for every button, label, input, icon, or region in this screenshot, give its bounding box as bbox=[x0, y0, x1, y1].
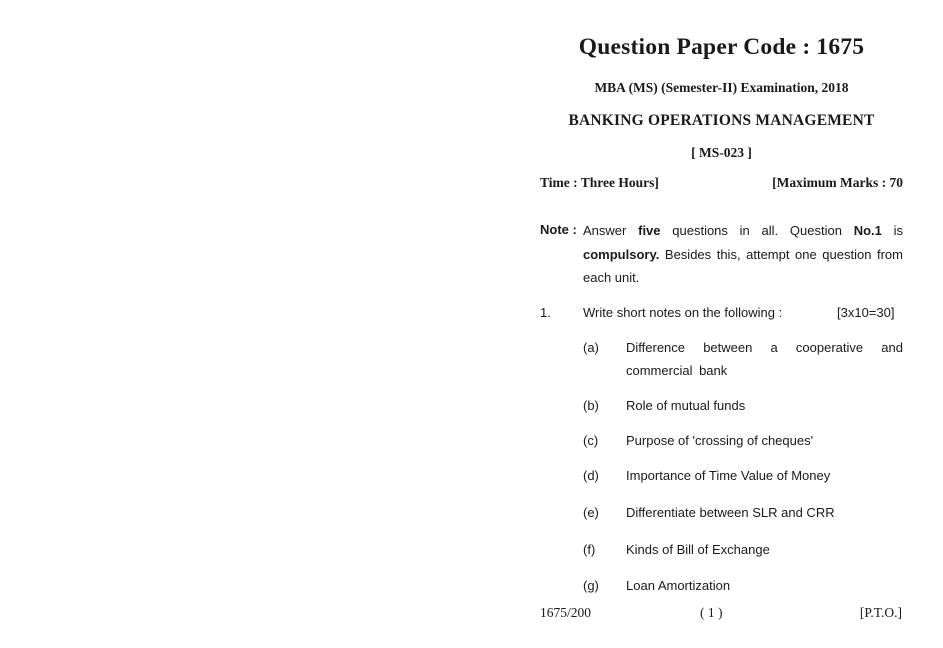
sub-question-text: Kinds of Bill of Exchange bbox=[626, 542, 770, 557]
sub-question-text: Purpose of 'crossing of cheques' bbox=[626, 433, 814, 448]
maximum-marks: [Maximum Marks : 70 bbox=[772, 175, 903, 190]
sub-question-letter: (e) bbox=[583, 505, 599, 520]
sub-question-text: Importance of Time Value of Money bbox=[626, 468, 831, 483]
note-emphasis-question-number: No.1 bbox=[853, 223, 882, 238]
subject-title: BANKING OPERATIONS MANAGEMENT bbox=[568, 112, 875, 129]
note-text-part: questions in all. Question bbox=[660, 223, 854, 238]
sub-question-text: Differentiate between SLR and CRR bbox=[626, 505, 835, 520]
sub-question-letter: (b) bbox=[583, 398, 599, 413]
time-allowed: Time : Three Hours] bbox=[540, 175, 659, 190]
sub-question-letter: (d) bbox=[583, 468, 599, 483]
question-text: Write short notes on the following : bbox=[583, 305, 783, 320]
sub-question-letter: (f) bbox=[583, 542, 596, 557]
note-text-part: Besides this, attempt one question from each unit. bbox=[583, 246, 903, 285]
sub-question-text: Difference between a cooperative and commercial bank bbox=[626, 340, 903, 378]
sub-question-letter: (c) bbox=[583, 433, 599, 448]
sub-question-letter: (a) bbox=[583, 340, 599, 355]
note-text bbox=[583, 219, 903, 290]
note-text-part: Answer bbox=[583, 223, 639, 238]
please-turn-over: [P.T.O.] bbox=[859, 605, 902, 620]
course-code: [ MS-023 ] bbox=[691, 145, 752, 160]
footer-paper-reference: 1675/200 bbox=[540, 605, 592, 620]
note-emphasis-compulsory: compulsory. bbox=[583, 246, 660, 262]
question-marks: [3x10=30] bbox=[837, 305, 895, 320]
note-text-part: is bbox=[881, 223, 903, 238]
question-paper-code-title: Question Paper Code : 1675 bbox=[578, 34, 865, 60]
note-label: Note : bbox=[540, 222, 577, 237]
question-number: 1. bbox=[540, 305, 551, 320]
exam-name: MBA (MS) (Semester-II) Examination, 2018 bbox=[594, 80, 849, 95]
note-emphasis-five: five bbox=[638, 223, 661, 238]
sub-question-letter: (g) bbox=[583, 578, 599, 593]
page-number: ( 1 ) bbox=[700, 605, 723, 620]
sub-question-text: Role of mutual funds bbox=[626, 398, 746, 413]
sub-question-text: Loan Amortization bbox=[626, 578, 731, 593]
